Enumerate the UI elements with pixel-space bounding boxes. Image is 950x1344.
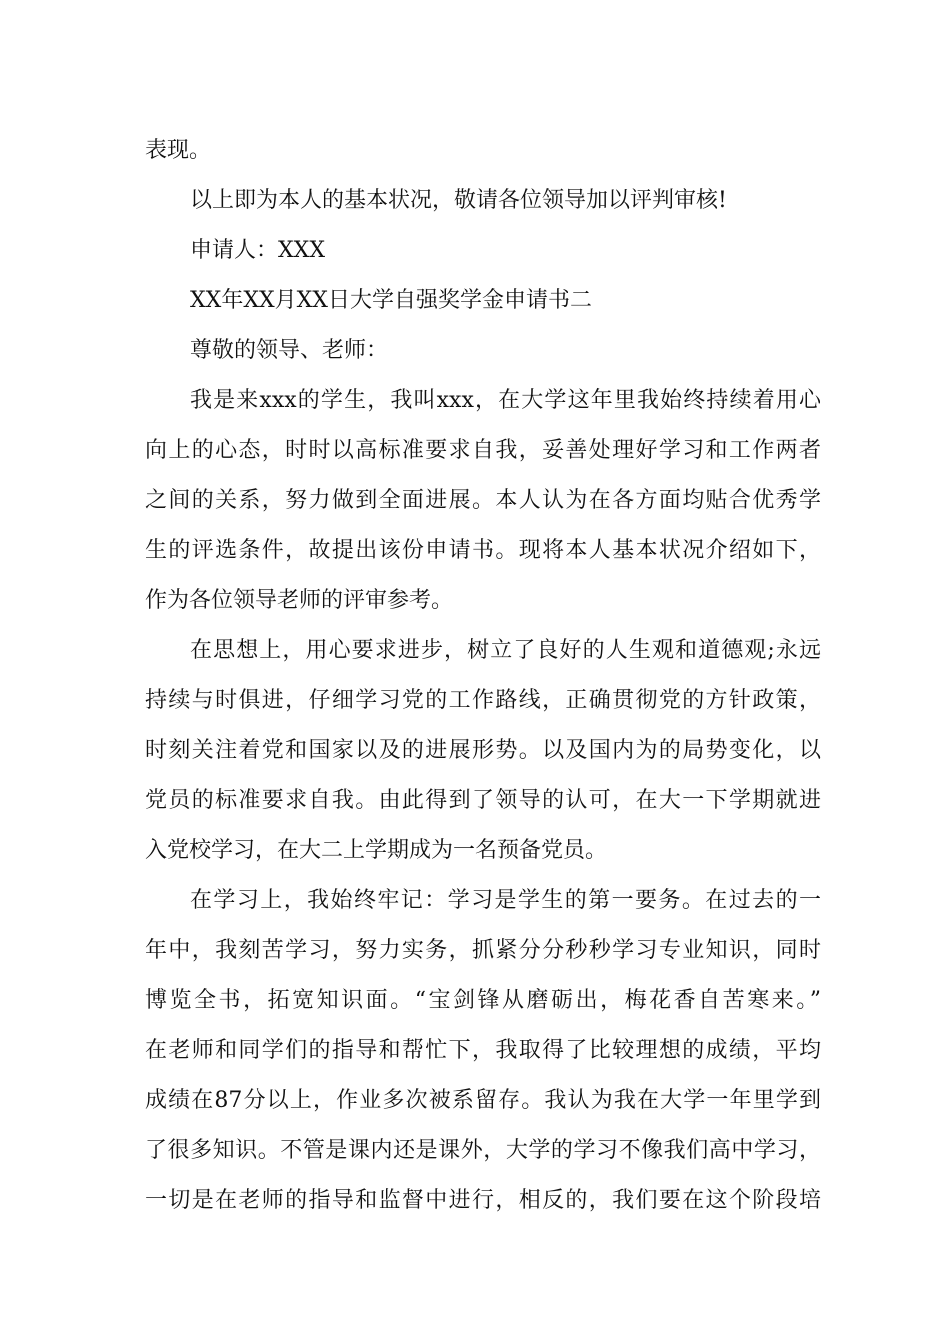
- text-line: 党员的标准要求自我。由此得到了领导的认可，在大一下学期就进: [145, 788, 821, 813]
- text-line: 成绩在87分以上，作业多次被系留存。我认为我在大学一年里学到: [145, 1088, 821, 1113]
- text-line: 在学习上，我始终牢记：学习是学生的第一要务。在过去的一: [190, 888, 821, 913]
- text-line: 入党校学习，在大二上学期成为一名预备党员。: [145, 838, 608, 863]
- text-line: 以上即为本人的基本状况，敬请各位领导加以评判审核!: [190, 188, 727, 213]
- text-line: 年中，我刻苦学习，努力实务，抓紧分分秒秒学习专业知识，同时: [145, 938, 821, 963]
- text-line: 生的评选条件，故提出该份申请书。现将本人基本状况介绍如下，: [145, 538, 821, 563]
- text-line: 在老师和同学们的指导和帮忙下，我取得了比较理想的成绩，平均: [145, 1038, 821, 1063]
- date-title-line: XX年XX月XX日大学自强奖学金申请书二: [190, 288, 592, 313]
- text-line: 时刻关注着党和国家以及的进展形势。以及国内为的局势变化，以: [145, 738, 821, 763]
- salutation: 尊敬的领导、老师：: [190, 338, 389, 363]
- text-line: 博览全书，拓宽知识面。“宝剑锋从磨砺出，梅花香自苦寒来。”: [145, 988, 821, 1013]
- text-line: 之间的关系，努力做到全面进展。本人认为在各方面均贴合优秀学: [145, 488, 821, 513]
- applicant-line: 申请人：XXX: [190, 238, 325, 263]
- text-line: 在思想上，用心要求进步，树立了良好的人生观和道德观;永远: [190, 638, 821, 663]
- text-line: 持续与时俱进，仔细学习党的工作路线，正确贯彻党的方针政策，: [145, 688, 821, 713]
- text-line: 了很多知识。不管是课内还是课外，大学的学习不像我们高中学习，: [145, 1138, 821, 1163]
- text-line: 一切是在老师的指导和监督中进行，相反的，我们要在这个阶段培: [145, 1188, 821, 1213]
- text-line: 向上的心态，时时以高标准要求自我，妥善处理好学习和工作两者: [145, 438, 821, 463]
- text-line: 我是来xxx的学生，我叫xxx，在大学这年里我始终持续着用心: [190, 388, 821, 413]
- text-line: 表现。: [145, 138, 212, 163]
- text-line: 作为各位领导老师的评审参考。: [145, 588, 454, 613]
